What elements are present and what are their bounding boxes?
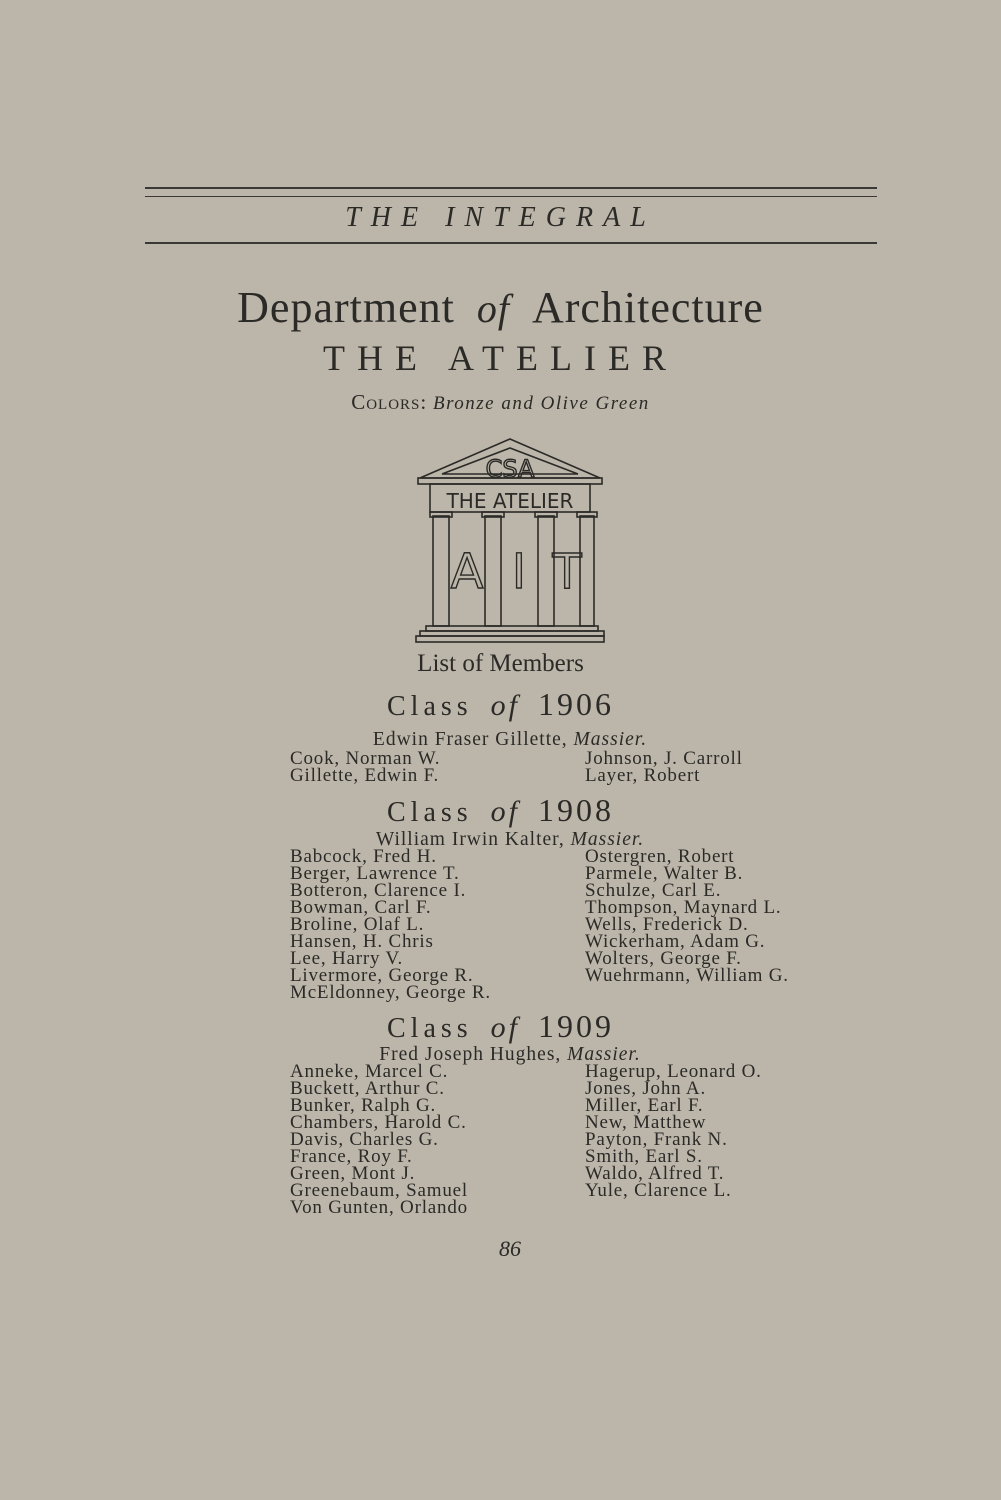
member-name: Smith, Earl S.	[585, 1146, 703, 1167]
member-name: Hansen, H. Chris	[290, 931, 434, 952]
running-header: THE INTEGRAL	[345, 202, 656, 233]
class-label: Class	[386, 1013, 473, 1044]
member-name: Hagerup, Leonard O.	[585, 1061, 762, 1082]
class-heading-1909	[0, 1008, 1001, 1045]
member-name: Cook, Norman W.	[290, 748, 441, 769]
header-rule-top	[145, 187, 877, 189]
subtitle: THE ATELIER	[323, 338, 678, 378]
massier-title: Massier.	[573, 729, 648, 750]
member-name: Greenebaum, Samuel	[290, 1180, 468, 1201]
class-of: of	[490, 795, 521, 828]
class-heading-1908	[0, 792, 1001, 829]
member-name: McEldonney, George R.	[290, 982, 491, 1003]
massier-title: Massier.	[570, 829, 645, 850]
class-year: 1906	[538, 686, 615, 722]
logo-letter: I	[511, 544, 527, 600]
member-name: Jones, John A.	[585, 1078, 706, 1099]
member-name: Livermore, George R.	[290, 965, 474, 986]
member-name: Layer, Robert	[585, 765, 701, 786]
member-name: Broline, Olaf L.	[290, 914, 425, 935]
members-right-1906	[585, 750, 743, 784]
logo-pediment-text: CSA	[485, 455, 535, 483]
colors-value: Bronze and Olive Green	[432, 393, 650, 414]
list-heading: List of Members	[417, 650, 584, 677]
class-label: Class	[386, 691, 473, 722]
logo-letter: A	[450, 544, 484, 600]
member-name: Buckett, Arthur C.	[290, 1078, 445, 1099]
logo-frieze-text: THE ATELIER	[446, 489, 574, 513]
member-name: Johnson, J. Carroll	[585, 748, 743, 769]
atelier-temple-logo	[414, 436, 606, 646]
member-name: Green, Mont J.	[290, 1163, 416, 1184]
massier-line	[0, 829, 1001, 851]
massier-name: Edwin Fraser Gillette,	[372, 729, 568, 750]
massier-line	[0, 729, 1001, 751]
member-name: Von Gunten, Orlando	[290, 1197, 468, 1218]
member-name: Ostergren, Robert	[585, 846, 735, 867]
class-of: of	[490, 689, 521, 722]
member-name: Anneke, Marcel C.	[290, 1061, 449, 1082]
member-name: Bowman, Carl F.	[290, 897, 432, 918]
member-name: Bunker, Ralph G.	[290, 1095, 437, 1116]
member-name: Miller, Earl F.	[585, 1095, 704, 1116]
members-right-1908	[585, 848, 789, 984]
colors-line	[0, 390, 1001, 415]
class-heading-1906	[0, 686, 1001, 723]
page-number: 86	[499, 1236, 521, 1261]
colors-label: Colors:	[351, 390, 428, 414]
members-left-1906	[290, 750, 440, 784]
member-name: Yule, Clarence L.	[585, 1180, 732, 1201]
header-rule-bottom	[145, 242, 877, 244]
member-name: Thompson, Maynard L.	[585, 897, 782, 918]
member-name: Botteron, Clarence I.	[290, 880, 467, 901]
massier-title: Massier.	[567, 1044, 641, 1065]
member-name: Chambers, Harold C.	[290, 1112, 467, 1133]
class-label: Class	[386, 797, 473, 828]
member-name: Schulze, Carl E.	[585, 880, 722, 901]
member-name: France, Roy F.	[290, 1146, 413, 1167]
members-right-1909	[585, 1063, 762, 1199]
massier-name: Fred Joseph Hughes,	[379, 1044, 562, 1065]
member-name: Payton, Frank N.	[585, 1129, 728, 1150]
logo-letter: T	[552, 544, 582, 600]
title-part: Architecture	[531, 283, 764, 332]
massier-line	[0, 1044, 1001, 1066]
member-name: Lee, Harry V.	[290, 948, 404, 969]
member-name: Wolters, George F.	[585, 948, 742, 969]
member-name: Davis, Charles G.	[290, 1129, 439, 1150]
member-name: Wuehrmann, William G.	[585, 965, 789, 986]
member-name: Parmele, Walter B.	[585, 863, 744, 884]
members-left-1908	[290, 848, 491, 1001]
member-name: New, Matthew	[585, 1112, 707, 1133]
member-name: Berger, Lawrence T.	[290, 863, 460, 884]
member-name: Gillette, Edwin F.	[290, 765, 440, 786]
massier-name: William Irwin Kalter,	[375, 829, 565, 850]
title-part: Department	[237, 283, 455, 332]
title-of: of	[476, 286, 510, 331]
class-of: of	[490, 1011, 521, 1044]
page-title	[0, 282, 1001, 333]
member-name: Babcock, Fred H.	[290, 846, 437, 867]
class-year: 1908	[538, 792, 615, 828]
member-name: Waldo, Alfred T.	[585, 1163, 725, 1184]
header-rule-top-thin	[145, 196, 877, 197]
class-year: 1909	[538, 1008, 615, 1044]
member-name: Wickerham, Adam G.	[585, 931, 766, 952]
members-left-1909	[290, 1063, 468, 1216]
member-name: Wells, Frederick D.	[585, 914, 749, 935]
